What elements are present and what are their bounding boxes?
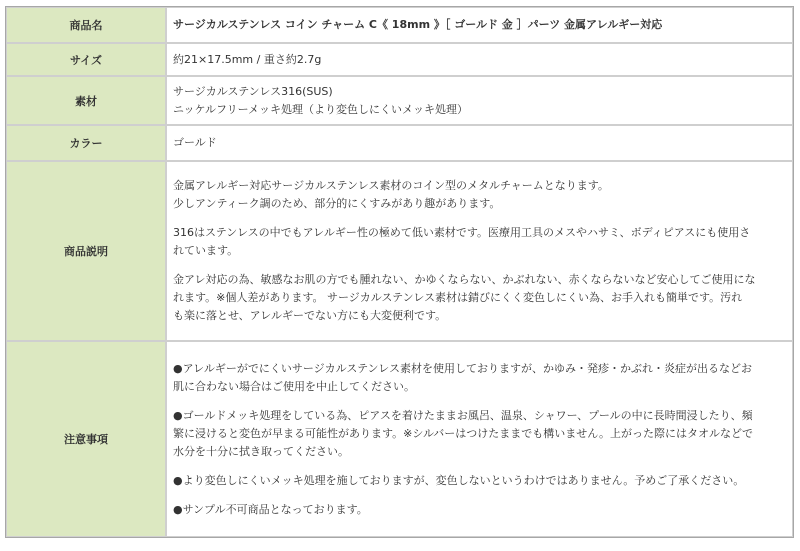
description-line: れています。 bbox=[173, 244, 239, 257]
row-description bbox=[6, 161, 793, 341]
material-line-2: ニッケルフリーメッキ処理（より変色しにくいメッキ処理） bbox=[173, 102, 469, 116]
value-notes bbox=[166, 341, 793, 537]
paragraph-gap bbox=[173, 396, 786, 407]
paragraph-gap bbox=[173, 490, 786, 501]
row-color bbox=[6, 125, 793, 161]
product-spec-sheet bbox=[5, 6, 794, 538]
row-product-name bbox=[6, 7, 793, 43]
description-line: も楽に落とせ、アレルギーでない方にも大変便利です。 bbox=[173, 309, 447, 322]
notes-line: ●アレルギーがでにくいサージカルステンレス素材を使用しておりますが、かゆみ・発疹・かぶれ・炎症が出るなどお bbox=[173, 361, 752, 375]
description-line: れます。※個人差があります。 サージカルステンレス素材は錆びにくく変色しにくい為、お手入れも簡単です。汚れ bbox=[173, 291, 743, 304]
notes-line: 肌に合わない場合はご使用を中止してください。 bbox=[173, 379, 415, 393]
size-text: 約21×17.5mm / 重さ約2.7g bbox=[173, 52, 322, 66]
product-name-text: サージカルステンレス コイン チャーム C《 18mm 》［ ゴールド 金 ］パーツ 金属アレルギー対応 bbox=[173, 18, 663, 31]
label-size: サイズ bbox=[6, 43, 166, 76]
description-line: 316はステンレスの中でもアレルギー性の極めて低い素材です。医療用工具のメスやハサミ、ボディピアスにも使用さ bbox=[173, 226, 751, 239]
value-color bbox=[166, 125, 793, 161]
description-line: 少しアンティーク調のため、部分的にくすみがあり趣があります。 bbox=[173, 197, 501, 210]
material-line-1: サージカルステンレス316(SUS) bbox=[173, 84, 333, 98]
row-size bbox=[6, 43, 793, 76]
description-line: 金属アレルギー対応サージカルステンレス素材のコイン型のメタルチャームとなります。 bbox=[173, 179, 609, 192]
spec-table bbox=[5, 6, 794, 538]
row-notes bbox=[6, 341, 793, 537]
value-description bbox=[166, 161, 793, 341]
paragraph-gap bbox=[173, 461, 786, 472]
paragraph-gap bbox=[173, 260, 786, 271]
color-text: ゴールド bbox=[173, 136, 217, 149]
label-description: 商品説明 bbox=[6, 161, 166, 341]
notes-line: ●サンプル不可商品となっております。 bbox=[173, 502, 368, 516]
value-material bbox=[166, 76, 793, 125]
notes-line: 水分を十分に拭き取ってください。 bbox=[173, 444, 349, 458]
row-material bbox=[6, 76, 793, 125]
description-line: 金アレ対応の為、敏感なお肌の方でも腫れない、かゆくならない、かぶれない、赤くならないなど安心してご使用にな bbox=[173, 273, 756, 286]
value-product-name bbox=[166, 7, 793, 43]
value-size bbox=[166, 43, 793, 76]
label-product-name: 商品名 bbox=[6, 7, 166, 43]
notes-line: ●ゴールドメッキ処理をしている為、ピアスを着けたままお風呂、温泉、シャワー、プールの中に長時間浸したり、頻 bbox=[173, 408, 753, 422]
notes-line: ●より変色しにくいメッキ処理を施しておりますが、変色しないというわけではありません。予めご了承ください。 bbox=[173, 473, 745, 487]
label-color: カラー bbox=[6, 125, 166, 161]
paragraph-gap bbox=[173, 213, 786, 224]
label-notes: 注意事項 bbox=[6, 341, 166, 537]
label-material: 素材 bbox=[6, 76, 166, 125]
notes-line: 繁に浸けると変色が早まる可能性があります。※シルバーはつけたままでも構いません。上がった際にはタオルなどで bbox=[173, 426, 753, 440]
